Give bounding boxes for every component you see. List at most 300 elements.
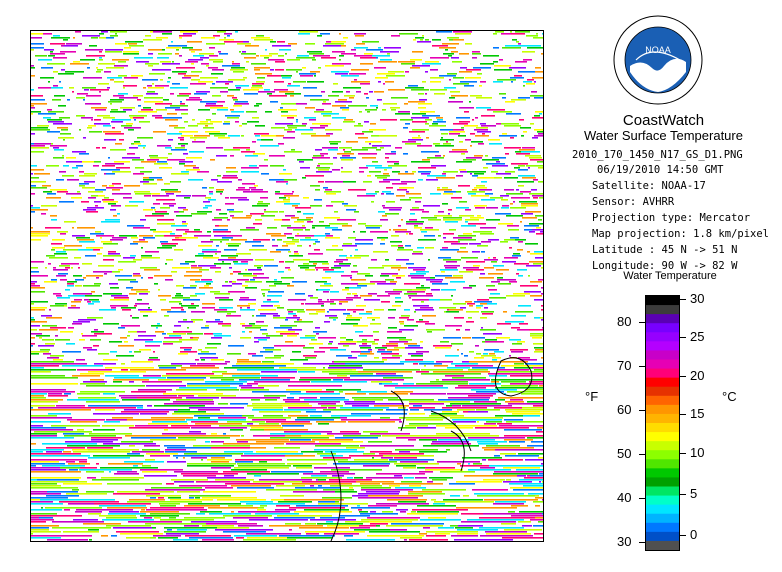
sst-pixel-streak [179,163,185,165]
sst-pixel-streak [509,339,521,341]
sst-pixel-streak [240,337,251,339]
sst-pixel-streak [457,409,475,411]
sst-pixel-streak [484,307,488,309]
sst-pixel-streak [178,395,194,397]
sst-pixel-streak [310,185,320,187]
sst-pixel-streak [44,49,54,51]
sst-pixel-streak [518,43,521,45]
sst-pixel-streak [281,75,292,77]
colorbar-swatch [646,541,680,551]
sst-pixel-streak [428,517,446,519]
sst-pixel-streak [31,287,45,289]
sst-pixel-streak [76,115,85,117]
sst-pixel-streak [430,277,435,279]
sst-pixel-streak [425,123,429,125]
sst-pixel-streak [432,441,469,443]
sst-pixel-streak [190,365,215,367]
sst-pixel-streak [126,123,133,125]
sst-pixel-streak [87,301,91,303]
sst-pixel-streak [537,161,543,163]
sst-pixel-streak [332,91,343,93]
sst-pixel-streak [94,363,116,365]
sst-pixel-streak [31,205,33,207]
sst-pixel-streak [326,41,331,43]
sst-pixel-streak [391,97,408,99]
sst-pixel-streak [401,219,403,221]
sst-pixel-streak [113,527,152,529]
sst-pixel-streak [154,517,161,519]
sst-pixel-streak [374,91,384,93]
sst-pixel-streak [408,139,423,141]
celsius-tick-mark [680,494,686,495]
sst-pixel-streak [466,321,474,323]
sst-pixel-streak [107,483,162,485]
sst-pixel-streak [242,331,245,333]
sst-pixel-streak [471,195,489,197]
sst-pixel-streak [474,129,488,131]
sst-pixel-streak [521,151,540,153]
sst-pixel-streak [425,119,432,121]
sst-pixel-streak [342,225,352,227]
sst-pixel-streak [421,151,439,153]
sst-pixel-streak [242,415,254,417]
sst-pixel-streak [374,357,379,359]
sst-pixel-streak [518,521,531,523]
sst-pixel-streak [484,259,498,261]
sst-pixel-streak [519,119,524,121]
sst-pixel-streak [440,269,458,271]
sst-pixel-streak [115,33,117,35]
sst-pixel-streak [525,455,539,457]
sst-pixel-streak [68,307,80,309]
sst-pixel-streak [400,537,422,539]
sst-pixel-streak [257,509,266,511]
sst-pixel-streak [118,75,127,77]
sst-pixel-streak [134,143,141,145]
sst-pixel-streak [93,165,99,167]
sst-pixel-streak [445,49,448,51]
sst-pixel-streak [51,143,53,145]
sst-pixel-streak [238,273,252,275]
sst-pixel-streak [335,491,357,493]
sst-pixel-streak [412,299,429,301]
sst-pixel-streak [171,225,187,227]
sst-pixel-streak [191,521,237,523]
sst-pixel-streak [367,517,420,519]
sst-pixel-streak [541,53,543,55]
sst-pixel-streak [496,123,501,125]
sst-pixel-streak [154,163,168,165]
sst-pixel-streak [184,505,220,507]
sst-pixel-streak [329,341,333,343]
sst-pixel-streak [177,529,207,531]
sst-pixel-streak [524,229,532,231]
sst-pixel-streak [451,363,478,365]
sst-pixel-streak [526,265,541,267]
sst-pixel-streak [181,309,184,311]
sst-pixel-streak [528,275,530,277]
sst-pixel-streak [295,129,313,131]
sst-pixel-streak [264,89,270,91]
sst-pixel-streak [261,377,295,379]
sst-pixel-streak [425,323,435,325]
sst-pixel-streak [504,147,521,149]
sst-pixel-streak [272,245,278,247]
sst-pixel-streak [31,169,44,171]
sst-pixel-streak [538,219,542,221]
sst-pixel-streak [209,191,213,193]
sst-pixel-streak [330,143,338,145]
sst-pixel-streak [198,109,210,111]
sst-pixel-streak [375,347,387,349]
sst-pixel-streak [87,317,103,319]
sst-pixel-streak [148,423,188,425]
sst-pixel-streak [354,33,366,35]
sst-pixel-streak [323,489,354,491]
sst-pixel-streak [162,33,172,35]
sst-pixel-streak [420,229,439,231]
sst-pixel-streak [331,201,344,203]
sst-pixel-streak [250,447,266,449]
sst-pixel-streak [422,35,424,37]
sst-pixel-streak [475,135,489,137]
sst-pixel-streak [508,511,515,513]
sst-pixel-streak [211,179,218,181]
sst-pixel-streak [118,61,126,63]
sst-pixel-streak [360,347,371,349]
sst-pixel-streak [404,103,408,105]
sst-pixel-streak [333,379,343,381]
sst-pixel-streak [167,333,186,335]
sst-pixel-streak [522,177,536,179]
sst-pixel-streak [226,171,238,173]
sst-pixel-streak [261,305,273,307]
sst-pixel-streak [190,285,197,287]
sst-pixel-streak [479,277,494,279]
sst-pixel-streak [129,351,132,353]
sst-pixel-streak [363,453,375,455]
sst-pixel-streak [472,251,480,253]
sst-pixel-streak [310,205,322,207]
sst-pixel-streak [180,351,197,353]
sst-pixel-streak [294,321,313,323]
sst-pixel-streak [112,271,120,273]
sst-pixel-streak [399,417,447,419]
sst-pixel-streak [260,55,272,57]
sst-pixel-streak [324,321,330,323]
sst-pixel-streak [95,109,106,111]
sst-pixel-streak [226,315,241,317]
sst-pixel-streak [167,113,177,115]
sst-pixel-streak [526,35,538,37]
sst-pixel-streak [31,525,59,527]
sst-pixel-streak [467,519,524,521]
sst-pixel-streak [80,59,95,61]
sst-pixel-streak [519,201,537,203]
sst-pixel-streak [257,77,265,79]
sst-pixel-streak [301,451,323,453]
sst-pixel-streak [133,275,141,277]
sst-pixel-streak [327,525,359,527]
colorbar-swatch [646,432,680,442]
sst-pixel-streak [393,289,412,291]
sst-pixel-streak [101,535,108,537]
sst-pixel-streak [223,531,266,533]
sst-pixel-streak [265,49,267,51]
sst-pixel-streak [410,213,415,215]
celsius-unit: °C [722,389,737,404]
sst-pixel-streak [31,487,78,489]
sst-pixel-streak [187,333,203,335]
sst-pixel-streak [81,201,89,203]
sst-pixel-streak [182,47,193,49]
sst-pixel-streak [284,195,299,197]
sst-pixel-streak [386,193,394,195]
sst-pixel-streak [495,213,511,215]
sst-pixel-streak [403,383,414,385]
sst-pixel-streak [438,527,454,529]
sst-pixel-streak [82,161,94,163]
sst-pixel-streak [539,197,543,199]
sst-pixel-streak [541,305,543,307]
sst-pixel-streak [504,435,543,437]
sst-pixel-streak [112,183,121,185]
sst-pixel-streak [326,521,333,523]
sst-pixel-streak [460,465,489,467]
sst-pixel-streak [285,53,287,55]
sst-pixel-streak [431,413,457,415]
sst-pixel-streak [386,187,393,189]
colorbar-swatch [646,405,680,415]
sst-pixel-streak [433,437,461,439]
sst-pixel-streak [459,53,469,55]
sst-pixel-streak [361,489,413,491]
sst-pixel-streak [435,155,441,157]
sst-pixel-streak [510,77,524,79]
sst-pixel-streak [31,147,49,149]
sst-pixel-streak [36,335,50,337]
sst-pixel-streak [131,361,153,363]
sst-pixel-streak [31,325,40,327]
sst-pixel-streak [343,37,348,39]
sst-pixel-streak [132,451,164,453]
sst-pixel-streak [147,91,155,93]
sst-pixel-streak [99,515,136,517]
sst-pixel-streak [331,469,382,471]
sst-pixel-streak [383,207,402,209]
sst-pixel-streak [169,205,174,207]
sst-pixel-streak [41,315,52,317]
sst-pixel-streak [267,295,282,297]
sst-pixel-streak [217,101,225,103]
sst-pixel-streak [359,167,368,169]
sst-pixel-streak [297,369,352,371]
sst-pixel-streak [391,235,399,237]
sst-pixel-streak [261,135,276,137]
sst-pixel-streak [312,157,330,159]
sst-pixel-streak [223,471,270,473]
sst-pixel-streak [198,409,220,411]
sst-pixel-streak [179,387,237,389]
sst-pixel-streak [451,95,468,97]
sst-pixel-streak [286,243,295,245]
sst-pixel-streak [432,39,441,41]
sst-pixel-streak [102,519,154,521]
sst-pixel-streak [241,171,259,173]
sst-pixel-streak [362,147,377,149]
sst-pixel-streak [387,349,399,351]
sst-pixel-streak [47,193,56,195]
sst-pixel-streak [31,49,34,51]
sst-pixel-streak [31,367,44,369]
sst-pixel-streak [422,81,426,83]
sst-pixel-streak [191,421,218,423]
sst-pixel-streak [143,39,162,41]
sst-pixel-streak [123,257,135,259]
sst-pixel-streak [227,95,234,97]
sst-pixel-streak [230,403,248,405]
sst-pixel-streak [163,393,223,395]
sst-pixel-streak [253,153,265,155]
sst-pixel-streak [151,325,162,327]
sst-pixel-streak [178,207,186,209]
sst-pixel-streak [213,35,220,37]
sst-pixel-streak [250,429,264,431]
sst-pixel-streak [288,127,297,129]
sst-pixel-streak [493,503,524,505]
sst-pixel-streak [481,311,494,313]
sst-pixel-streak [165,191,181,193]
sst-pixel-streak [66,461,75,463]
sst-pixel-streak [150,439,196,441]
sst-pixel-streak [70,63,89,65]
sst-pixel-streak [105,133,124,135]
sst-pixel-streak [206,119,211,121]
sst-pixel-streak [248,353,256,355]
sst-pixel-streak [143,315,148,317]
sst-pixel-streak [276,135,284,137]
sst-pixel-streak [537,427,543,429]
sst-pixel-streak [31,361,74,363]
sst-pixel-streak [165,263,167,265]
sst-pixel-streak [206,43,225,45]
sst-pixel-streak [215,529,273,531]
sst-pixel-streak [93,455,144,457]
sst-pixel-streak [531,91,537,93]
sst-pixel-streak [310,519,356,521]
sst-pixel-streak [252,315,254,317]
sst-pixel-streak [503,467,540,469]
sst-pixel-streak [254,69,260,71]
sst-pixel-streak [527,79,534,81]
sst-pixel-streak [279,197,286,199]
sst-pixel-streak [133,173,144,175]
sst-pixel-streak [31,513,57,515]
sst-pixel-streak [396,259,409,261]
sst-pixel-streak [195,423,242,425]
sst-pixel-streak [440,341,449,343]
sst-pixel-streak [147,85,152,87]
sst-pixel-streak [409,131,425,133]
sst-pixel-streak [164,429,168,431]
sst-pixel-streak [128,521,182,523]
sst-pixel-streak [90,89,109,91]
sst-pixel-streak [50,305,64,307]
colorbar-swatch [646,505,680,515]
sst-pixel-streak [31,433,57,435]
sst-pixel-streak [345,363,404,365]
sst-pixel-streak [86,471,104,473]
sst-pixel-streak [318,301,334,303]
sst-pixel-streak [534,135,543,137]
sst-pixel-streak [75,511,102,513]
sst-pixel-streak [293,81,306,83]
sst-pixel-streak [215,271,221,273]
sst-pixel-streak [31,493,61,495]
sst-pixel-streak [101,169,120,171]
sst-pixel-streak [338,461,397,463]
sst-pixel-streak [427,175,446,177]
sst-pixel-streak [284,431,332,433]
sst-pixel-streak [300,337,315,339]
sst-pixel-streak [440,129,453,131]
sst-pixel-streak [145,345,160,347]
sst-pixel-streak [190,137,207,139]
sst-pixel-streak [296,71,298,73]
sst-pixel-streak [199,53,214,55]
sst-pixel-streak [312,59,316,61]
sst-pixel-streak [377,177,387,179]
sst-pixel-streak [69,87,74,89]
sst-pixel-streak [355,249,358,251]
sst-pixel-streak [274,279,277,281]
sst-pixel-streak [502,47,521,49]
sst-pixel-streak [37,479,79,481]
sst-pixel-streak [31,449,64,451]
sst-pixel-streak [77,191,80,193]
sst-pixel-streak [350,255,352,257]
sst-pixel-streak [476,185,485,187]
sst-pixel-streak [500,195,509,197]
sst-pixel-streak [115,275,132,277]
sst-pixel-streak [31,515,82,517]
sst-pixel-streak [148,359,160,361]
sst-pixel-streak [168,77,171,79]
sst-pixel-streak [408,267,426,269]
sst-pixel-streak [47,539,88,541]
sst-pixel-streak [140,219,146,221]
sst-pixel-streak [170,499,213,501]
sst-pixel-streak [468,317,472,319]
sst-pixel-streak [538,521,543,523]
sst-pixel-streak [278,109,297,111]
sst-pixel-streak [173,401,214,403]
sst-pixel-streak [525,155,541,157]
sst-pixel-streak [256,441,315,443]
sst-pixel-streak [253,435,285,437]
sst-pixel-streak [489,143,502,145]
sst-pixel-streak [129,381,134,383]
sst-pixel-streak [53,157,64,159]
sst-pixel-streak [221,397,280,399]
sst-pixel-streak [79,469,132,471]
sst-pixel-streak [509,67,526,69]
sst-pixel-streak [237,279,249,281]
sst-pixel-streak [518,165,525,167]
sst-pixel-streak [31,105,34,107]
sst-pixel-streak [322,103,331,105]
sst-pixel-streak [270,165,284,167]
